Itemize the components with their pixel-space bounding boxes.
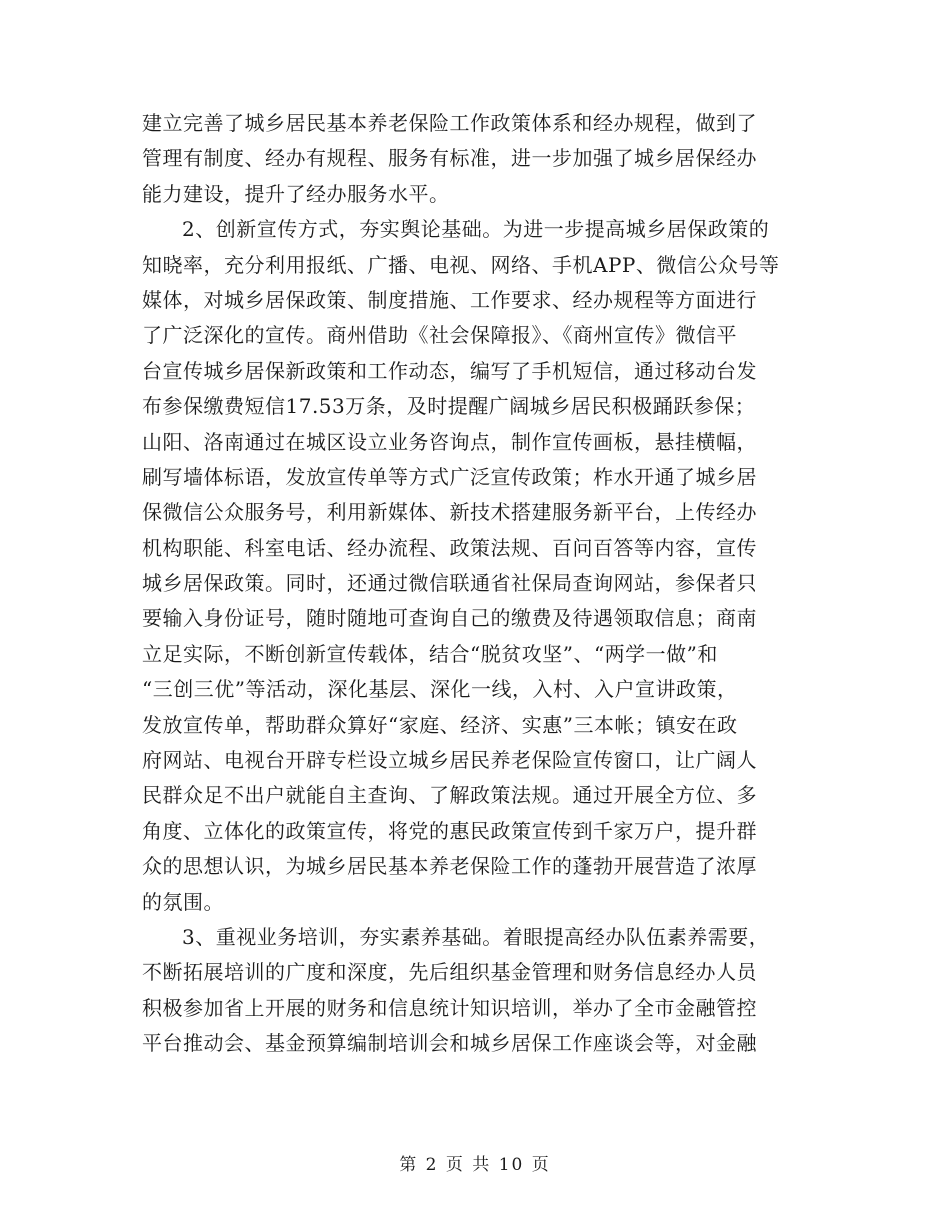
text-line: 府网站、电视台开辟专栏设立城乡居民养老保险宣传窗口，让广阔人 [142, 748, 757, 773]
text-line: 知晓率，充分利用报纸、广播、电视、网络、手机APP、微信公众号等 [142, 252, 780, 277]
paragraph-start-line: 2、创新宣传方式，夯实舆论基础。为进一步提高城乡居保政策的 [182, 217, 770, 242]
text-line: “三创三优”等活动，深化基层、深化一线，入村、入户宣讲政策， [142, 677, 738, 702]
text-line: 能力建设，提升了经办服务水平。 [142, 181, 450, 206]
text-line: 要输入身份证号，随时随地可查询自己的缴费及待遇领取信息；商南 [142, 606, 757, 631]
text-line: 发放宣传单，帮助群众算好“家庭、经济、实惠”三本帐；镇安在政 [142, 712, 738, 737]
text-line: 角度、立体化的政策宣传，将党的惠民政策宣传到千家万户，提升群 [142, 818, 757, 843]
text-line: 布参保缴费短信17.53万条，及时提醒广阔城乡居民积极踊跃参保； [142, 394, 756, 419]
text-line: 刷写墙体标语，发放宣传单等方式广泛宣传政策；柞水开通了城乡居 [142, 464, 757, 489]
text-line: 机构职能、科室电话、经办流程、政策法规、百问百答等内容，宣传 [142, 535, 757, 560]
text-line: 城乡居保政策。同时，还通过微信联通省社保局查询网站，参保者只 [142, 571, 757, 596]
text-line: 了广泛深化的宣传。商州借助《社会保障报》、《商州宣传》微信平 [142, 323, 737, 348]
body-text [142, 106, 812, 1062]
text-line: 台宣传城乡居保新政策和工作动态，编写了手机短信，通过移动台发 [142, 358, 757, 383]
text-line: 立足实际，不断创新宣传载体，结合“脱贫攻坚”、“两学一做”和 [142, 641, 718, 666]
text-line: 不断拓展培训的广度和深度，先后组织基金管理和财务信息经办人员 [142, 960, 757, 985]
text-line: 管理有制度、经办有规程、服务有标准，进一步加强了城乡居保经办 [142, 146, 757, 171]
paragraph-start-line: 3、重视业务培训，夯实素养基础。着眼提高经办队伍素养需要， [182, 924, 770, 949]
page-number-footer: 第 2 页 共 10 页 [399, 1155, 551, 1175]
text-line: 保微信公众服务号，利用新媒体、新技术搭建服务新平台，上传经办 [142, 500, 757, 525]
text-line: 媒体，对城乡居保政策、制度措施、工作要求、经办规程等方面进行 [142, 287, 757, 312]
text-line: 众的思想认识，为城乡居民基本养老保险工作的蓬勃开展营造了浓厚 [142, 854, 757, 879]
text-line: 民群众足不出户就能自主查询、了解政策法规。通过开展全方位、多 [142, 783, 757, 808]
text-line: 积极参加省上开展的财务和信息统计知识培训，举办了全市金融管控 [142, 995, 757, 1020]
text-line: 平台推动会、基金预算编制培训会和城乡居保工作座谈会等，对金融 [142, 1031, 757, 1056]
text-line: 的氛围。 [142, 889, 224, 914]
text-line: 建立完善了城乡居民基本养老保险工作政策体系和经办规程，做到了 [142, 111, 757, 135]
text-line: 山阳、洛南通过在城区设立业务咨询点，制作宣传画板，悬挂横幅， [142, 429, 757, 454]
